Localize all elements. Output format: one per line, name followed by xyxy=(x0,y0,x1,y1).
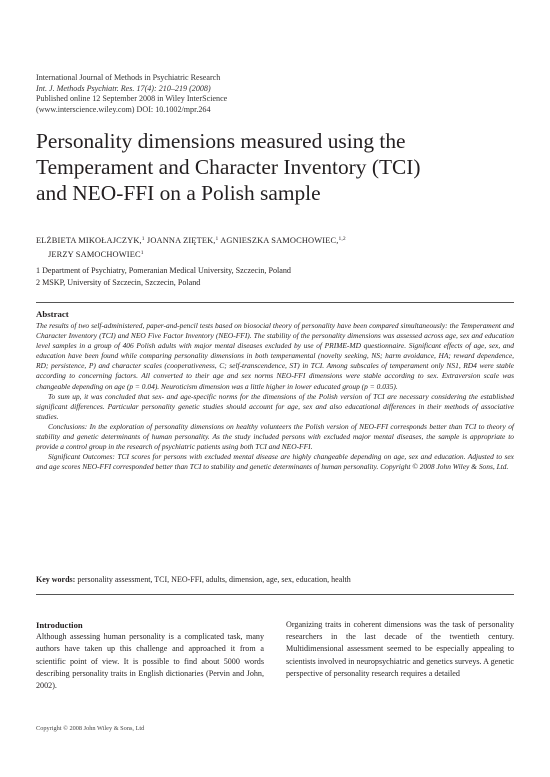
author-list xyxy=(36,233,516,261)
keywords-text: personality assessment, TCI, NEO-FFI, adults, dimension, age, sex, education, health xyxy=(77,575,351,584)
title-line-3: and NEO-FFI on a Polish sample xyxy=(36,181,321,205)
article-title xyxy=(36,128,526,206)
doi-line[interactable]: (www.interscience.wiley.com) DOI: 10.1002/mpr.264 xyxy=(36,104,211,114)
author-name: JOANNA ZIĘTEK, xyxy=(144,236,216,245)
abstract-paragraph-2: To sum up, it was concluded that sex- and age-specific norms for the dimensions of the Polish version of TCI are necessary considering the established significant differences. Particular personality genetic studies should account for age, sex and also educational differences in their methods of associative studies. xyxy=(36,391,514,421)
author-name: JERZY SAMOCHOWIEC xyxy=(48,250,141,259)
journal-name: International Journal of Methods in Psychiatric Research xyxy=(36,73,221,82)
affiliations xyxy=(36,265,516,289)
divider-bottom xyxy=(36,594,514,595)
affiliation-1: 1 Department of Psychiatry, Pomeranian Medical University, Szczecin, Poland xyxy=(36,266,291,275)
author-affil-mark: 1 xyxy=(215,236,219,242)
intro-paragraph-right: Organizing traits in coherent dimensions was the task of personality researchers in the last decade of the twentieth century. Multidimensional assessment seemed to be especially appealing to scientists involved in neuropsychiatric and genetics surveys. A genetic perspective of personality research requires a detailed xyxy=(286,620,514,678)
author-affil-mark: 1 xyxy=(140,250,144,256)
copyright-footer: Copyright © 2008 John Wiley & Sons, Ltd xyxy=(36,725,145,732)
journal-header xyxy=(36,73,516,115)
body-column-left xyxy=(36,619,264,692)
divider-top xyxy=(36,302,514,303)
author-name: AGNIESZKA SAMOCHOWIEC, xyxy=(218,236,339,245)
keywords xyxy=(36,575,514,584)
body-column-right xyxy=(286,619,514,680)
abstract-paragraph-1: The results of two self-administered, paper-and-pencil tests based on biosocial theory of personality have been compared simultaneously: the Temperament and Character Inventory (TCI) and NEO Five Factor Inventory (NEO-FFI). The stability of the personality dimensions was assessed across age, sex and education level samples in a group of 406 Polish adults with major mental diseases excluded by use of PRIME-MD questionnaire. Significant effects of age, sex, and education have been found while comparing personality dimensions in both temperamental (novelty seeking, NS; harm avoidance, HA; reward dependence, RD; persistence, P) and character scales (cooperativeness, C; self-transcendence, ST) in TCI. Among subscales of temperament only NS1, RD4 were stable according to concerning factors. All converted to their age and sex norms NEO-FFI dimensions were stable according to sex. Extraversion scale was changeable depending on age (p = 0.04). Neuroticism dimension was a little higher in lower educated group (p = 0.035). xyxy=(36,321,514,391)
intro-paragraph-left: Although assessing human personality is a complicated task, many authors have taken up this challenge and approached it from a scientific point of view. It is possible to find about 5000 words describing personality traits in English dictionaries (Pervin and John, 2002). xyxy=(36,632,264,691)
author-name: ELŻBIETA MIKOŁAJCZYK, xyxy=(36,236,142,245)
title-line-1: Personality dimensions measured using the xyxy=(36,129,406,153)
abstract-body xyxy=(36,321,514,472)
affiliation-2: 2 MSKP, University of Szczecin, Szczecin, Poland xyxy=(36,278,201,287)
author-affil-mark: 1,2 xyxy=(338,236,346,242)
section-heading-introduction: Introduction xyxy=(36,620,83,630)
published-date: Published online 12 September 2008 in Wiley InterScience xyxy=(36,94,228,104)
abstract-heading: Abstract xyxy=(36,309,69,319)
abstract-paragraph-3: Conclusions: In the exploration of personality dimensions on healthy volunteers the Polish version of NEO-FFI corresponds better than TCI to theory of stability and genetic determinants of human personality. As the study included persons with excluded major mental diseases, the sample is appropriate to provide a control group in the research of psychiatric patients using both TCI and NEO-FFI. xyxy=(36,421,514,452)
title-line-2: Temperament and Character Inventory (TCI) xyxy=(36,155,421,179)
keywords-label: Key words: xyxy=(36,575,76,584)
author-affil-mark: 1 xyxy=(141,236,145,242)
abstract-paragraph-4: Significant Outcomes: TCI scores for persons with excluded mental disease are highly changeable depending on age, sex and education. Adjusted to sex and age scores NEO-FFI corresponded better than TCI to stability and genetic determinants of human personality. Copyright © 2008 John Wiley & Sons, Ltd. xyxy=(36,452,514,472)
citation: Int. J. Methods Psychiatr. Res. 17(4): 210–219 (2008) xyxy=(36,83,211,93)
